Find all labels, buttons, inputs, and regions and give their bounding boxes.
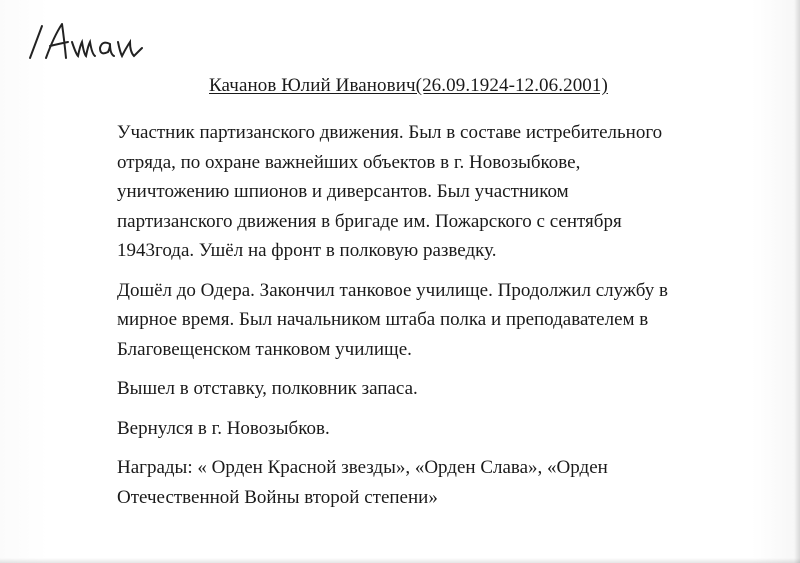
text-line: Участник партизанского движения. Был в составе истребительного bbox=[117, 122, 663, 143]
text-line: 1943года. Ушёл на фронт в полковую разведку. bbox=[117, 240, 497, 261]
paragraph bbox=[117, 276, 767, 365]
text-line: Вышел в отставку, полковник запаса. bbox=[117, 378, 418, 399]
paragraph bbox=[117, 414, 767, 444]
document-body bbox=[117, 118, 767, 522]
text-line: отряда, по охране важнейших объектов в г. Новозыбкове, bbox=[117, 151, 581, 173]
text-line: Вернулся в г. Новозыбков. bbox=[117, 417, 330, 439]
text-line: Отечественной Войны второй степени» bbox=[117, 486, 438, 508]
document-title: Качанов Юлий Иванович(26.09.1924-12.06.2001) bbox=[209, 75, 608, 96]
text-line: Благовещенском танковом училище. bbox=[117, 338, 412, 360]
text-line: Награды: « Орден Красной звезды», «Орден Слава», «Орден bbox=[117, 457, 608, 478]
paragraph bbox=[117, 118, 767, 266]
paragraph bbox=[117, 374, 767, 404]
text-line: Дошёл до Одера. Закончил танковое училище. Продолжил службу в bbox=[117, 279, 668, 301]
text-line: уничтожению шпионов и диверсантов. Был участником bbox=[117, 181, 569, 202]
paragraph bbox=[117, 453, 767, 512]
paper-edge-shadow bbox=[794, 0, 800, 563]
paper-edge-shadow bbox=[0, 558, 800, 563]
text-line: мирное время. Был начальником штаба полка и преподавателем в bbox=[117, 309, 649, 330]
text-line: партизанского движения в бригаде им. Пожарского с сентября bbox=[117, 210, 622, 232]
handwritten-note bbox=[22, 18, 152, 62]
